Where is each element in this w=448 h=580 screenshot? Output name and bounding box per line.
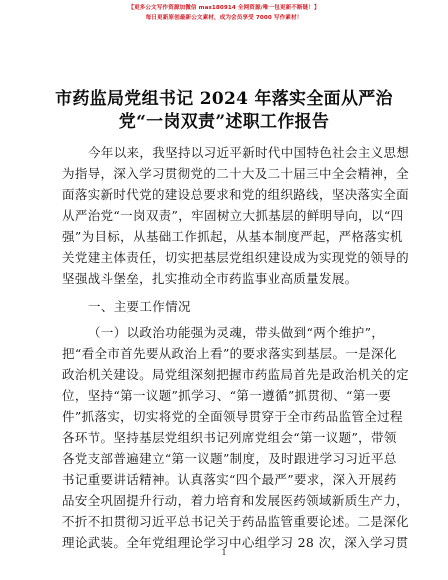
body-line: 强”为目标，从基础工作抓起，从基本制度严起，严格落实机 [62, 229, 403, 244]
document-title-line-2: 党“一岗双责”述职工作报告 [118, 112, 330, 132]
body-line: 各环节。坚持基层党组织书记列席党组会“第一议题”，带领 [62, 430, 397, 445]
promo-banner-line-2: 每日更新原创最新公文素材，成为会员享受 7000 写作素材！ [145, 15, 303, 21]
body-line: 各党支部普遍建立“第一议题”制度，及时跟进学习习近平总 [62, 451, 397, 466]
body-line: 位，坚持“第一议题”抓学习、“第一遵循”抓贯彻、“第一要 [62, 388, 392, 403]
body-line: 不折不扣贯彻习近平总书记关于药品监管重要论述。二是深化 [62, 514, 409, 529]
document-title-line-1: 市药监局党组书记 2024 年落实全面从严治 [55, 89, 393, 109]
body-line: 关党建主体责任，切实把基层党组织建设成为实现党的领导的 [62, 250, 409, 265]
body-line: 为指导，深入学习贯彻党的二十大及二十届三中全会精神，全 [62, 166, 409, 181]
page-number: 1 [221, 548, 227, 557]
body-line: 今年以来，我坚持以习近平新时代中国特色社会主义思想 [88, 145, 410, 160]
body-line: 理论武装。全年党组理论学习中心组学习 28 次，深入学习贯 [62, 535, 409, 550]
body-line: 把“看全市首先要从政治上看”的要求落实到基层。一是深化 [62, 346, 397, 361]
promo-banner-line-1: 【更多公文写作资源加微信 mas180914 全网资源/唯一包更新不断链！】 [128, 5, 320, 11]
body-line: 品安全巩固提升行动，着力培育和发展医药领域新质生产力， [62, 493, 409, 508]
body-line: 件”抓落实，切实将党的全面领导贯穿于全市药品监管全过程 [62, 409, 403, 424]
body-line: 书记重要讲话精神。认真落实“四个最严”要求，深入开展药 [62, 472, 397, 487]
body-line: 政治机关建设。局党组深刻把握市药监局首先是政治机关的定 [62, 367, 409, 382]
body-line: 面落实新时代党的建设总要求和党的组织路线，坚决落实全面 [62, 187, 409, 202]
body-line: （一）以政治功能强为灵魂，带头做到“两个维护”， [88, 325, 385, 340]
section-heading: 一、主要工作情况 [88, 299, 191, 314]
body-line: 坚强战斗堡垒，扎实推动全市药监事业高质量发展。 [62, 271, 358, 286]
body-line: 从严治党“一岗双责”，牢固树立大抓基层的鲜明导向，以“四 [62, 208, 404, 223]
